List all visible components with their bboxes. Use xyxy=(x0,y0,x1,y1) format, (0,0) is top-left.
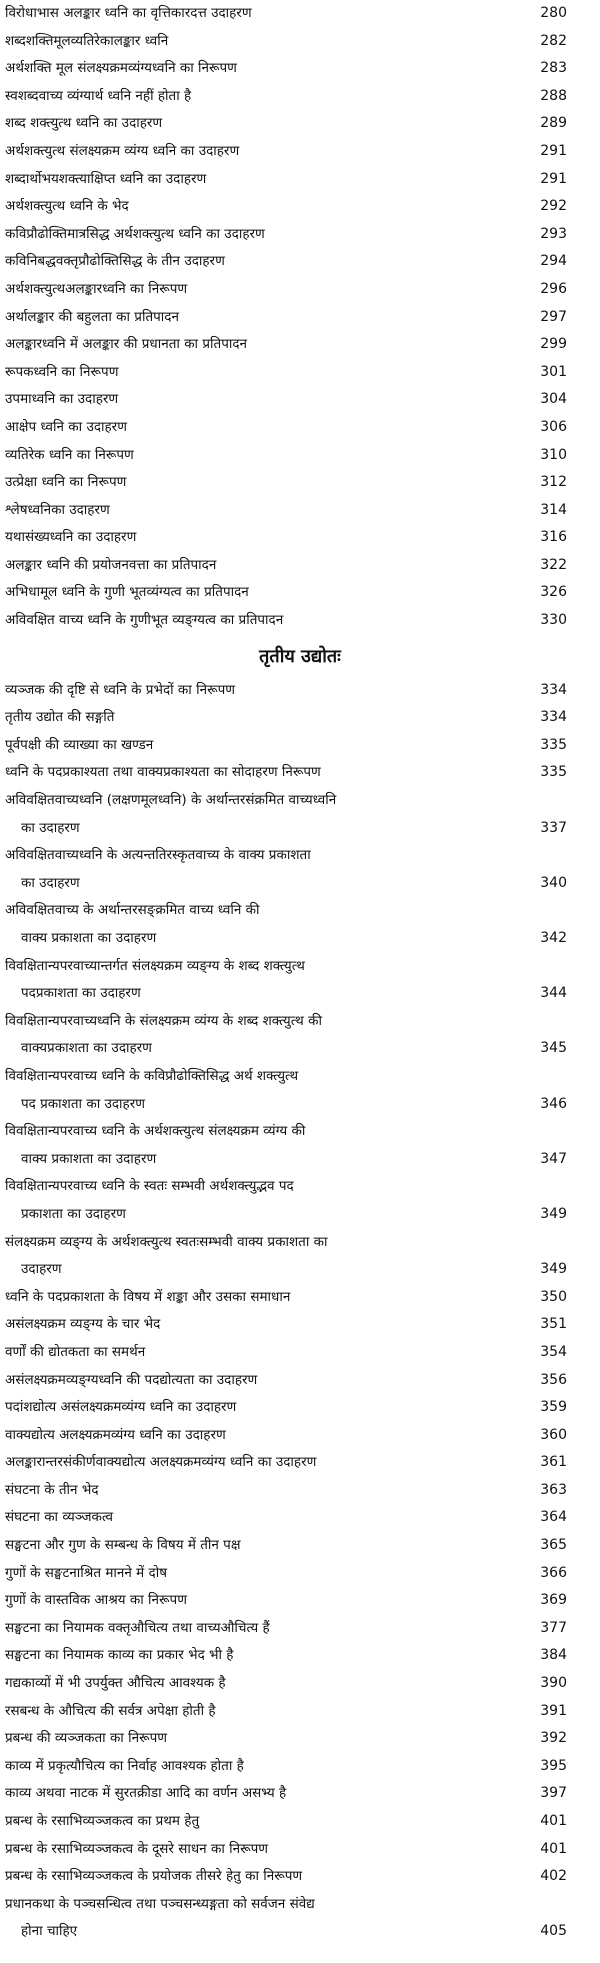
page-number: 288 xyxy=(540,87,567,104)
page-number: 280 xyxy=(540,5,567,21)
page-number: 306 xyxy=(540,418,567,435)
page-number: 330 xyxy=(540,612,567,629)
toc-entry xyxy=(0,1698,600,1726)
page-number: 369 xyxy=(540,1592,567,1609)
toc-entry xyxy=(0,442,600,470)
page-number: 337 xyxy=(540,819,567,836)
entry-title-line: गुणों के वास्तविक आश्रय का निरूपण xyxy=(5,1592,187,1609)
entry-title xyxy=(5,1118,305,1173)
page-number: 342 xyxy=(540,930,567,946)
toc-entry xyxy=(0,304,600,332)
entry-title: अलङ्कारध्वनि में अलङ्कार की प्रधानता का प्रतिपादन xyxy=(5,336,248,353)
entry-title-line: रसबन्ध के औचित्य की सर्वत्र अपेक्षा होती है xyxy=(5,1702,216,1719)
entry-title: अर्थशक्ति मूल संलक्ष्यक्रमव्यंग्यध्वनि का निरूपण xyxy=(5,60,237,77)
entry-title xyxy=(5,759,321,787)
page-number: 316 xyxy=(540,529,567,546)
toc-entry xyxy=(0,953,600,1008)
entry-title xyxy=(5,677,235,705)
entry-title xyxy=(5,1642,233,1670)
entry-title-line: काव्य अथवा नाटक में सुरतक्रीडा आदि का वर्णन असभ्य है xyxy=(5,1785,287,1802)
toc-entry xyxy=(0,193,600,221)
toc-entry xyxy=(0,1808,600,1836)
page-number: 401 xyxy=(540,1840,567,1857)
toc-entry xyxy=(0,1118,600,1173)
entry-title xyxy=(5,1615,270,1643)
page-number: 405 xyxy=(540,1923,567,1940)
entry-title: आक्षेप ध्वनि का उदाहरण xyxy=(5,418,127,435)
toc-entry xyxy=(0,1477,600,1505)
entry-title xyxy=(5,1891,315,1946)
toc-entry xyxy=(0,497,600,525)
page-number: 294 xyxy=(540,253,567,270)
page-number: 344 xyxy=(540,985,567,1002)
toc-entry xyxy=(0,524,600,552)
entry-title: अर्थशक्त्युत्थअलङ्कारध्वनि का निरूपण xyxy=(5,280,188,297)
entry-title-line: असंलक्ष्यक्रमव्यङ्ग्यध्वनि की पदद्योत्यता का उदाहरण xyxy=(5,1371,258,1388)
page-number: 291 xyxy=(540,142,567,159)
entry-title xyxy=(5,1836,268,1864)
entry-title-line: संघटना के तीन भेद xyxy=(5,1481,99,1498)
page-number: 301 xyxy=(540,363,567,380)
page-number: 291 xyxy=(540,170,567,187)
entry-title-line: प्रकाशता का उदाहरण xyxy=(21,1205,126,1222)
entry-title-line: अविवक्षितवाच्यध्वनि के अत्यन्ततिरस्कृतवाच्य के वाक्य प्रकाशता xyxy=(5,847,311,864)
entry-title-line: वाक्य प्रकाशता का उदाहरण xyxy=(21,930,157,946)
entry-title: उपमाध्वनि का उदाहरण xyxy=(5,391,119,408)
toc-entry xyxy=(0,1311,600,1339)
entry-title-line: विवक्षितान्यपरवाच्य ध्वनि के कविप्रौढोक्तिसिद्ध अर्थ शक्त्युत्थ xyxy=(5,1067,299,1084)
entry-title xyxy=(5,1863,302,1891)
entry-title: शब्दार्थोभयशक्त्याक्षिप्त ध्वनि का उदाहरण xyxy=(5,170,207,187)
page-number: 289 xyxy=(540,115,567,132)
entry-title xyxy=(5,1808,199,1836)
toc-entry xyxy=(0,248,600,276)
entry-title: श्लेषध्वनिका उदाहरण xyxy=(5,501,110,518)
toc-entry xyxy=(0,1229,600,1284)
toc-entry xyxy=(0,55,600,83)
entry-title-line: पूर्वपक्षी की व्याख्या का खण्डन xyxy=(5,736,154,753)
entry-title-line: वाक्यप्रकाशता का उदाहरण xyxy=(21,1040,152,1057)
entry-title xyxy=(5,1780,286,1808)
page-number: 361 xyxy=(540,1454,567,1471)
toc-entry xyxy=(0,1008,600,1063)
entry-title-line: ध्वनि के पदप्रकाशता के विषय में शङ्का और उसका समाधान xyxy=(5,1288,291,1305)
toc-entry xyxy=(0,1891,600,1946)
page-number: 299 xyxy=(540,336,567,353)
entry-title: उत्प्रेक्षा ध्वनि का निरूपण xyxy=(5,474,127,491)
entry-title: अभिधामूल ध्वनि के गुणी भूतव्यंग्यत्व का प्रतिपादन xyxy=(5,584,249,601)
entry-title-line: संघटना का व्यञ्जकत्व xyxy=(5,1509,114,1526)
page-number: 349 xyxy=(540,1261,567,1278)
entry-title-line: का उदाहरण xyxy=(21,819,80,836)
page-number: 392 xyxy=(540,1730,567,1747)
toc-entry xyxy=(0,1284,600,1312)
toc-entry xyxy=(0,1173,600,1228)
entry-title xyxy=(5,1449,316,1477)
entry-title-line: होना चाहिए xyxy=(21,1923,78,1940)
page-number: 356 xyxy=(540,1371,567,1388)
entry-title xyxy=(5,1284,290,1312)
entry-title-line: पदांशद्योत्य असंलक्ष्यक्रमव्यंग्य ध्वनि का उदाहरण xyxy=(5,1399,237,1416)
entry-title xyxy=(5,1367,257,1395)
entry-title-line: वर्णों की द्योतकता का समर्थन xyxy=(5,1343,146,1360)
page-number: 322 xyxy=(540,556,567,573)
toc-entry xyxy=(0,1670,600,1698)
entry-title-line: का उदाहरण xyxy=(21,874,80,891)
page-number: 363 xyxy=(540,1481,567,1498)
toc-entry xyxy=(0,83,600,111)
entry-title-line: विवक्षितान्यपरवाच्यान्तर्गत संलक्ष्यक्रम व्यङ्ग्य के शब्द शक्त्युत्थ xyxy=(5,957,305,974)
entry-title-line: वाक्य प्रकाशता का उदाहरण xyxy=(21,1150,157,1167)
entry-title: अलङ्कार ध्वनि की प्रयोजनवत्ता का प्रतिपादन xyxy=(5,556,217,573)
entry-title xyxy=(5,1670,226,1698)
entry-title-line: असंलक्ष्यक्रम व्यङ्ग्य के चार भेद xyxy=(5,1316,161,1333)
toc-entry xyxy=(0,1422,600,1450)
toc-entry xyxy=(0,221,600,249)
toc-entry xyxy=(0,1449,600,1477)
toc-entry xyxy=(0,607,600,635)
page-number: 340 xyxy=(540,874,567,891)
entry-title: अर्थशक्त्युत्थ संलक्ष्यक्रम व्यंग्य ध्वनि का उदाहरण xyxy=(5,142,240,159)
entry-title xyxy=(5,1753,244,1781)
entry-title xyxy=(5,1394,236,1422)
entry-title-line: प्रधानकथा के पञ्चसन्धित्व तथा पञ्चसन्ध्यङ्गता को सर्वजन संवेद्य xyxy=(5,1895,315,1912)
page-number: 377 xyxy=(540,1619,567,1636)
toc-entry xyxy=(0,842,600,897)
toc-entry xyxy=(0,276,600,304)
page-number: 296 xyxy=(540,280,567,297)
toc-entry xyxy=(0,579,600,607)
entry-title-line: वाक्यद्योत्य अलक्ष्यक्रमव्यंग्य ध्वनि का उदाहरण xyxy=(5,1426,226,1443)
page-number: 282 xyxy=(540,32,567,49)
entry-title: यथासंख्यध्वनि का उदाहरण xyxy=(5,529,137,546)
entry-title-line: तृतीय उद्योत की सङ्गति xyxy=(5,709,115,726)
toc-entry xyxy=(0,1615,600,1643)
page-number: 351 xyxy=(540,1316,567,1333)
entry-title-line: प्रबन्ध की व्यञ्जकता का निरूपण xyxy=(5,1730,168,1747)
page-number: 401 xyxy=(540,1813,567,1829)
entry-title-line: सङ्घटना का नियामक काव्य का प्रकार भेद भी है xyxy=(5,1647,234,1664)
entry-title-line: सङ्घटना का नियामक वक्तृऔचित्य तथा वाच्यऔचित्य हैं xyxy=(5,1619,270,1636)
page-number: 402 xyxy=(540,1868,567,1885)
toc-entry xyxy=(0,1394,600,1422)
entry-title xyxy=(5,1173,294,1228)
entry-title xyxy=(5,1339,145,1367)
entry-title-line: गद्यकाव्यों में भी उपर्युक्त औचित्य आवश्यक है xyxy=(5,1675,226,1692)
page-number: 345 xyxy=(540,1040,567,1057)
page-number: 350 xyxy=(540,1288,567,1305)
entry-title-line: काव्य में प्रकृत्यौचित्य का निर्वाह आवश्यक होता है xyxy=(5,1757,244,1774)
toc-entry xyxy=(0,677,600,705)
entry-title-line: उदाहरण xyxy=(21,1261,62,1278)
entry-title xyxy=(5,1311,160,1339)
toc-entry xyxy=(0,759,600,787)
page-number: 334 xyxy=(540,709,567,726)
page-number: 346 xyxy=(540,1095,567,1112)
entry-title-line: अविवक्षितवाच्यध्वनि (लक्षणमूलध्वनि) के अर्थान्तरसंक्रमित वाच्यध्वनि xyxy=(5,792,337,809)
toc-entry xyxy=(0,787,600,842)
entry-title: रूपकध्वनि का निरूपण xyxy=(5,363,119,380)
entry-title xyxy=(5,897,259,952)
toc-entry xyxy=(0,1339,600,1367)
entry-title xyxy=(5,1229,328,1284)
entry-title xyxy=(5,787,336,842)
entry-title xyxy=(5,1725,167,1753)
toc-entry xyxy=(0,414,600,442)
entry-title-line: ध्वनि के पदप्रकाश्यता तथा वाक्यप्रकाश्यता का सोदाहरण निरूपण xyxy=(5,764,321,781)
page-number: 283 xyxy=(540,60,567,77)
entry-title: शब्द शक्त्युत्थ ध्वनि का उदाहरण xyxy=(5,115,163,132)
entry-title-line: विवक्षितान्यपरवाच्य ध्वनि के अर्थशक्त्युत्थ संलक्ष्यक्रम व्यंग्य की xyxy=(5,1123,306,1140)
toc-entry xyxy=(0,552,600,580)
toc-section-1 xyxy=(0,0,600,635)
entry-title: विरोधाभास अलङ्कार ध्वनि का वृत्तिकारदत्त उदाहरण xyxy=(5,5,252,21)
toc-entry xyxy=(0,897,600,952)
page-number: 334 xyxy=(540,681,567,698)
entry-title xyxy=(5,1532,241,1560)
page-number: 347 xyxy=(540,1150,567,1167)
toc-entry xyxy=(0,1642,600,1670)
page-number: 391 xyxy=(540,1702,567,1719)
entry-title: शब्दशक्तिमूलव्यतिरेकालङ्कार ध्वनि xyxy=(5,32,169,49)
entry-title xyxy=(5,1698,216,1726)
page-number: 312 xyxy=(540,474,567,491)
toc-entry xyxy=(0,704,600,732)
toc-entry xyxy=(0,1753,600,1781)
toc-entry xyxy=(0,331,600,359)
toc-entry xyxy=(0,1063,600,1118)
toc-entry xyxy=(0,1504,600,1532)
page-number: 395 xyxy=(540,1757,567,1774)
toc-entry xyxy=(0,28,600,56)
entry-title: कविनिबद्धवक्तृप्रौढोक्तिसिद्ध के तीन उदाहरण xyxy=(5,253,225,270)
page-number: 314 xyxy=(540,501,567,518)
entry-title xyxy=(5,1504,113,1532)
page-number: 310 xyxy=(540,446,567,463)
entry-title-line: व्यञ्जक की दृष्टि से ध्वनि के प्रभेदों का निरूपण xyxy=(5,681,235,698)
toc-entry xyxy=(0,1780,600,1808)
page-number: 304 xyxy=(540,391,567,408)
entry-title-line: गुणों के सङ्घटनाश्रित मानने में दोष xyxy=(5,1564,167,1581)
page-number: 390 xyxy=(540,1675,567,1692)
entry-title xyxy=(5,842,311,897)
entry-title-line: प्रबन्ध के रसाभिव्यञ्जकत्व के प्रयोजक तीसरे हेतु का निरूपण xyxy=(5,1868,303,1885)
entry-title xyxy=(5,704,114,732)
toc-entry xyxy=(0,1587,600,1615)
entry-title-line: अलङ्कारान्तरसंकीर्णवाक्यद्योत्य अलक्ष्यक्रमव्यंग्य ध्वनि का उदाहरण xyxy=(5,1454,317,1471)
entry-title-line: विवक्षितान्यपरवाच्यध्वनि के संलक्ष्यक्रम व्यंग्य के शब्द शक्त्युत्थ की xyxy=(5,1012,322,1029)
toc-section-2 xyxy=(0,677,600,1946)
toc-entry xyxy=(0,0,600,28)
page-number: 360 xyxy=(540,1426,567,1443)
page-number: 366 xyxy=(540,1564,567,1581)
entry-title-line: पद प्रकाशता का उदाहरण xyxy=(21,1095,146,1112)
entry-title xyxy=(5,953,305,1008)
toc-entry xyxy=(0,1836,600,1864)
entry-title xyxy=(5,1063,298,1118)
page-number: 335 xyxy=(540,764,567,781)
toc-entry xyxy=(0,1725,600,1753)
page-number: 292 xyxy=(540,198,567,215)
entry-title-line: संलक्ष्यक्रम व्यङ्ग्य के अर्थशक्त्युत्थ स्वतःसम्भवी वाक्य प्रकाशता का xyxy=(5,1233,328,1250)
toc-entry xyxy=(0,1367,600,1395)
toc-entry xyxy=(0,359,600,387)
toc-entry xyxy=(0,110,600,138)
page-number: 335 xyxy=(540,736,567,753)
toc-entry xyxy=(0,386,600,414)
entry-title-line: पदप्रकाशता का उदाहरण xyxy=(21,985,141,1002)
entry-title-line: प्रबन्ध के रसाभिव्यञ्जकत्व के दूसरे साधन का निरूपण xyxy=(5,1840,269,1857)
page-number: 354 xyxy=(540,1343,567,1360)
toc-entry xyxy=(0,1560,600,1588)
page-number: 397 xyxy=(540,1785,567,1802)
page-number: 293 xyxy=(540,225,567,242)
toc-entry xyxy=(0,138,600,166)
entry-title: अर्थशक्त्युत्थ ध्वनि के भेद xyxy=(5,198,129,215)
entry-title-line: प्रबन्ध के रसाभिव्यञ्जकत्व का प्रथम हेतु xyxy=(5,1813,200,1829)
entry-title-line: अविवक्षितवाच्य के अर्थान्तरसङ्क्रमित वाच्य ध्वनि की xyxy=(5,902,260,919)
toc-entry xyxy=(0,732,600,760)
page-number: 326 xyxy=(540,584,567,601)
page-number: 359 xyxy=(540,1399,567,1416)
toc-entry xyxy=(0,469,600,497)
entry-title-line: सङ्घटना और गुण के सम्बन्ध के विषय में तीन पक्ष xyxy=(5,1537,241,1554)
toc-entry xyxy=(0,1863,600,1891)
page-number: 364 xyxy=(540,1509,567,1526)
entry-title: स्वशब्दवाच्य व्यंग्यार्थ ध्वनि नहीं होता है xyxy=(5,87,192,104)
section-heading: तृतीय उद्योतः xyxy=(259,645,341,667)
entry-title xyxy=(5,1560,167,1588)
entry-title xyxy=(5,1008,322,1063)
page-number: 297 xyxy=(540,308,567,325)
entry-title: अविवक्षित वाच्य ध्वनि के गुणीभूत व्यङ्ग्यत्व का प्रतिपादन xyxy=(5,612,284,629)
page-number: 365 xyxy=(540,1537,567,1554)
entry-title: अर्थालङ्कार की बहुलता का प्रतिपादन xyxy=(5,308,179,325)
page-number: 349 xyxy=(540,1205,567,1222)
entry-title: कविप्रौढोक्तिमात्रसिद्ध अर्थशक्त्युत्थ ध्वनि का उदाहरण xyxy=(5,225,265,242)
toc-entry xyxy=(0,166,600,194)
entry-title: व्यतिरेक ध्वनि का निरूपण xyxy=(5,446,134,463)
entry-title xyxy=(5,1477,98,1505)
toc-entry xyxy=(0,1532,600,1560)
entry-title xyxy=(5,732,153,760)
entry-title-line: विवक्षितान्यपरवाच्य ध्वनि के स्वतः सम्भवी अर्थशक्त्युद्भव पद xyxy=(5,1178,294,1195)
page-number: 384 xyxy=(540,1647,567,1664)
entry-title xyxy=(5,1422,226,1450)
entry-title xyxy=(5,1587,187,1615)
